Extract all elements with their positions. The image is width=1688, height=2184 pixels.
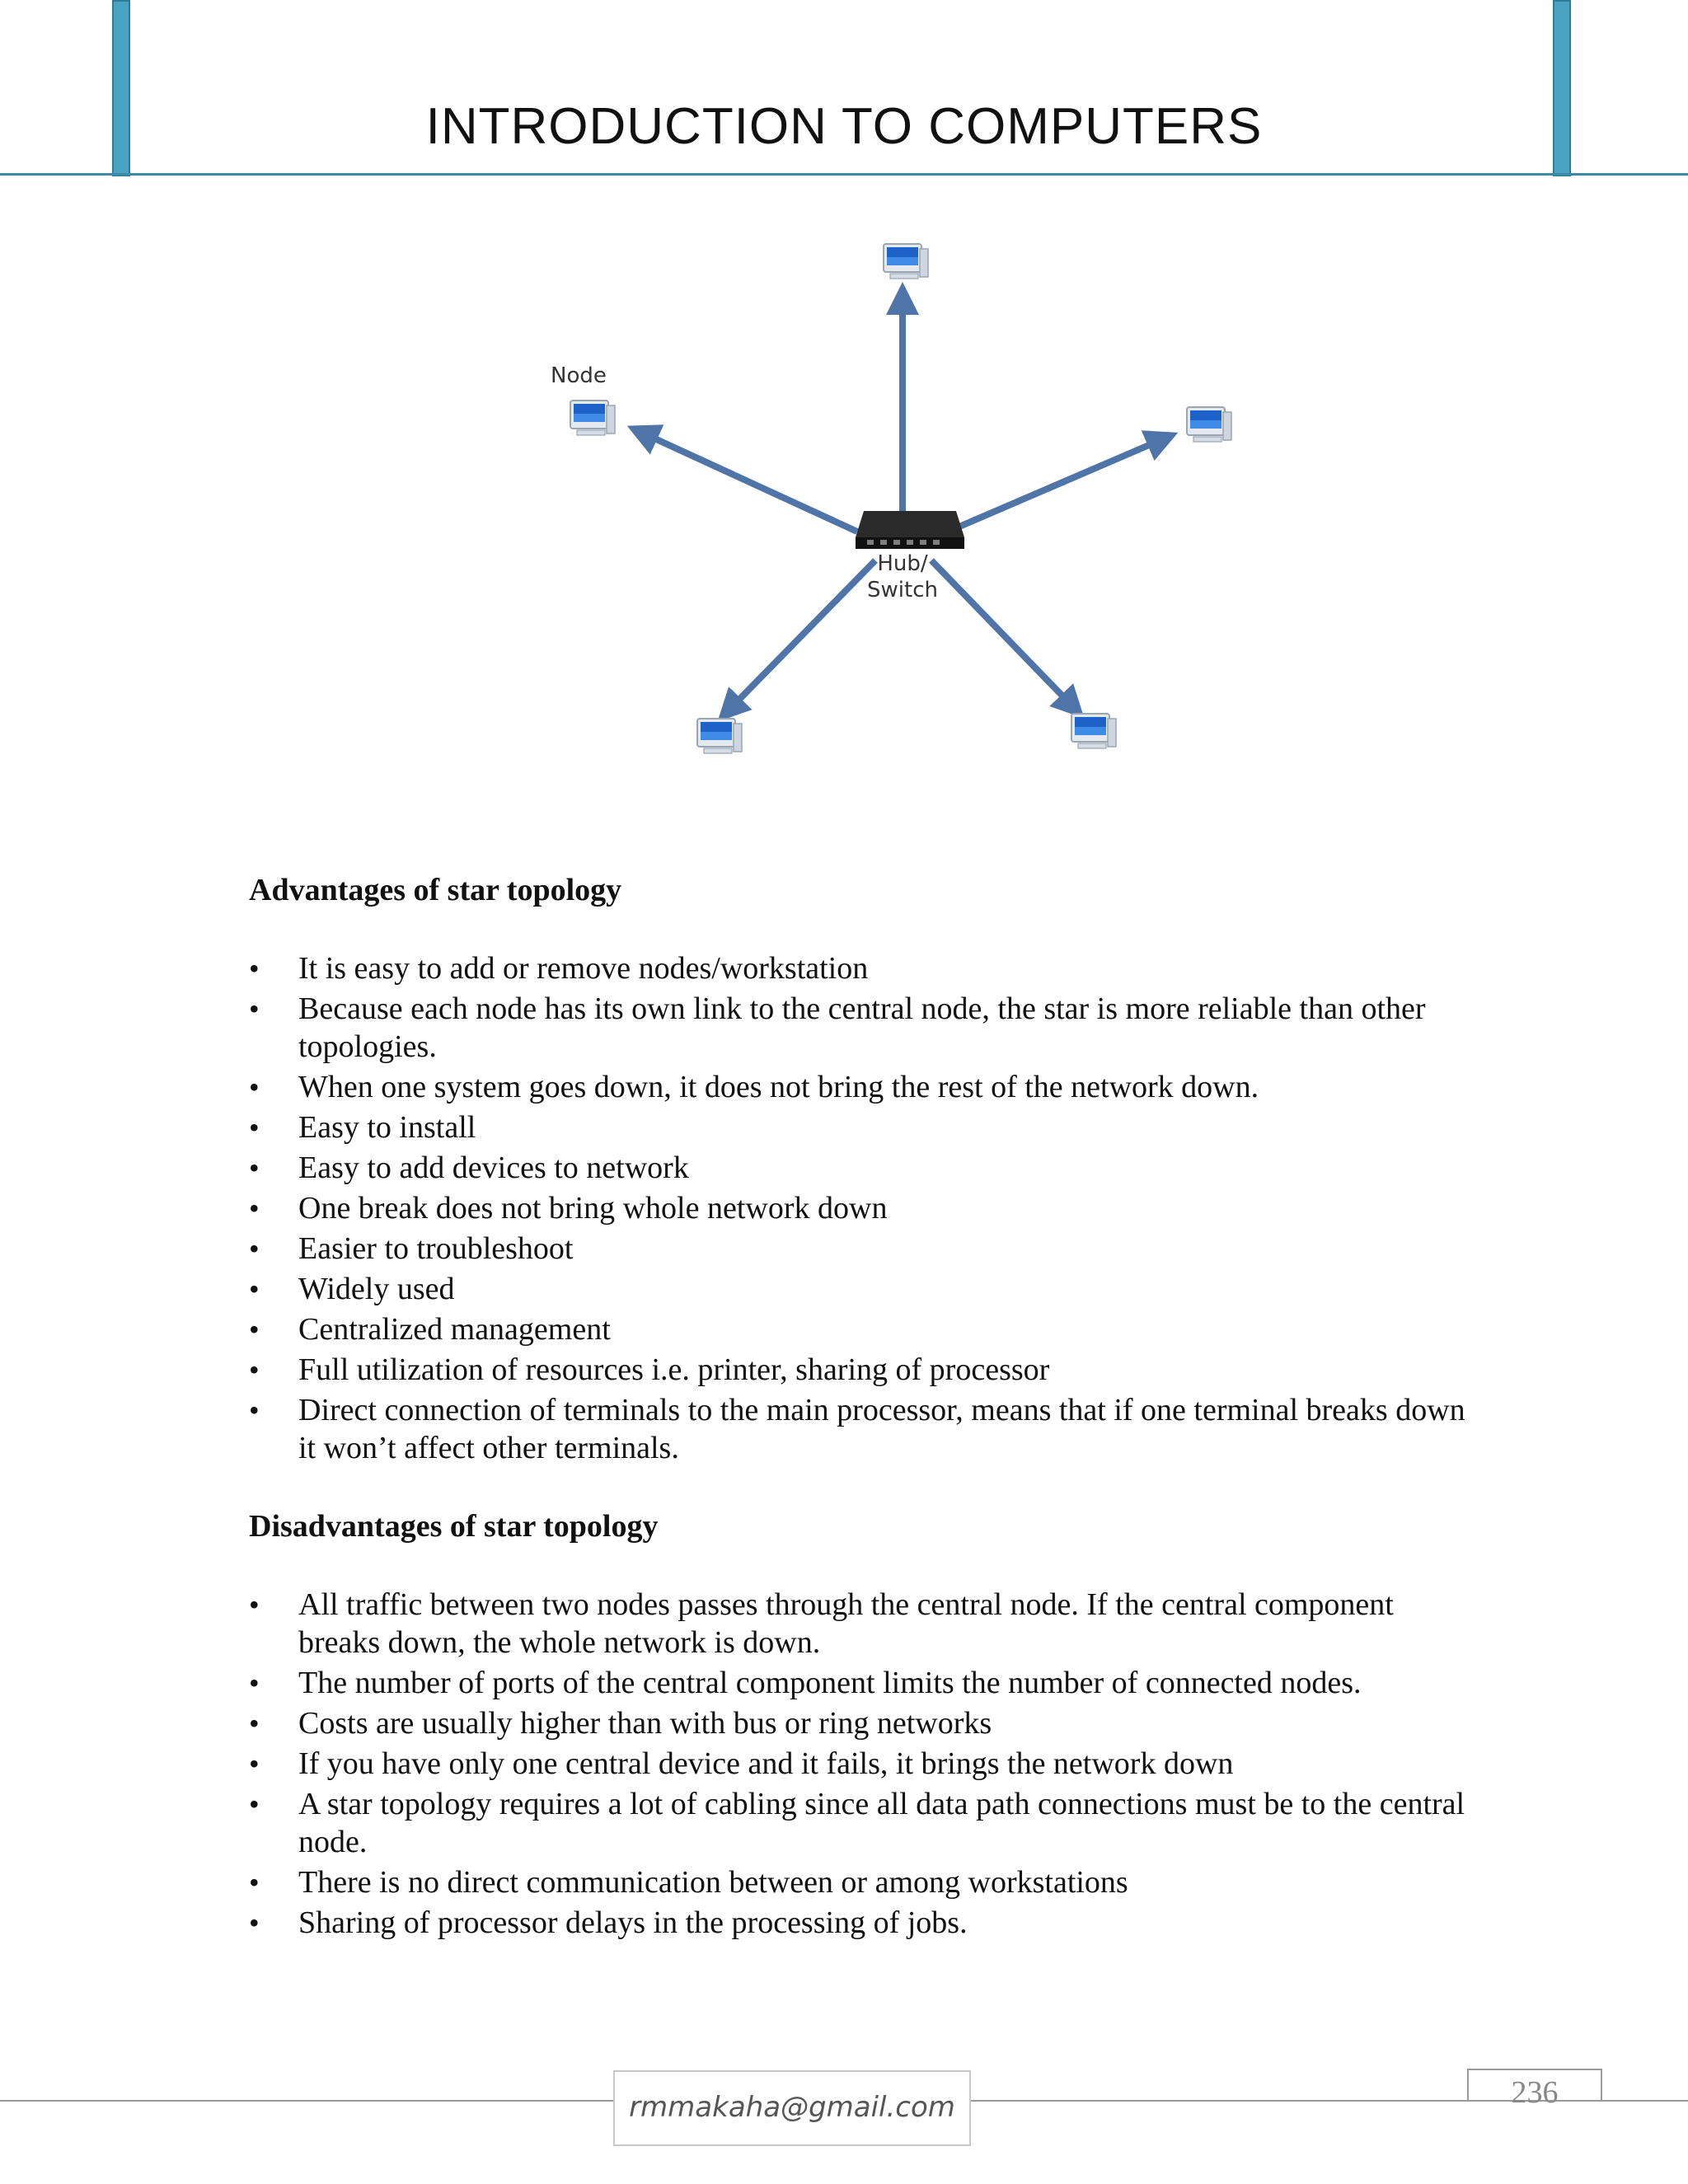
- computer-icon: [1187, 407, 1231, 442]
- page-number: 236: [1467, 2069, 1602, 2100]
- link-bottom-right: [931, 560, 1080, 714]
- advantages-heading: Advantages of star topology: [249, 873, 622, 907]
- star-topology-diagram: [528, 239, 1269, 799]
- link-top-left: [633, 429, 857, 532]
- list-item: • Costs are usually higher than with bus or ring networks: [249, 1704, 1469, 1742]
- header-rule: [0, 173, 1688, 176]
- list-item: • Widely used: [249, 1270, 1469, 1308]
- page-title: INTRODUCTION TO COMPUTERS: [425, 98, 1263, 155]
- disadvantages-list: [249, 1586, 1469, 1944]
- list-item: • Easy to install: [249, 1108, 1469, 1146]
- node-label: Node: [551, 363, 607, 388]
- hub-label-line2: Switch: [867, 578, 938, 602]
- list-item: • If you have only one central device and it fails, it brings the network down: [249, 1745, 1469, 1783]
- list-item: • Direct connection of terminals to the main processor, means that if one terminal breaks down it won’t affect other terminals.: [249, 1391, 1469, 1467]
- link-top-right: [948, 435, 1172, 532]
- computer-icon: [697, 719, 742, 753]
- computer-icon: [570, 401, 615, 435]
- link-bottom-left: [722, 560, 875, 717]
- list-item: • Centralized management: [249, 1310, 1469, 1348]
- list-item: • All traffic between two nodes passes through the central node. If the central component breaks down, the whole network is down.: [249, 1586, 1469, 1661]
- list-item: • It is easy to add or remove nodes/workstation: [249, 949, 1469, 987]
- list-item: • When one system goes down, it does not bring the rest of the network down.: [249, 1068, 1469, 1106]
- network-switch-icon: [856, 511, 964, 549]
- list-item: • Sharing of processor delays in the processing of jobs.: [249, 1904, 1469, 1942]
- hub-label-line1: Hub/: [877, 551, 928, 576]
- footer-email: rmmakaha@gmail.com: [613, 2070, 971, 2146]
- list-item: • Easy to add devices to network: [249, 1149, 1469, 1187]
- computer-icon: [884, 244, 928, 279]
- list-item: • Easier to troubleshoot: [249, 1230, 1469, 1268]
- list-item: • Because each node has its own link to the central node, the star is more reliable than other topologies.: [249, 990, 1469, 1066]
- list-item: • One break does not bring whole network down: [249, 1189, 1469, 1227]
- list-item: • There is no direct communication between or among workstations: [249, 1863, 1469, 1901]
- advantages-list: [249, 949, 1469, 1469]
- computer-icon: [1071, 714, 1116, 748]
- list-item: • A star topology requires a lot of cabling since all data path connections must be to the central node.: [249, 1785, 1469, 1861]
- list-item: • Full utilization of resources i.e. printer, sharing of processor: [249, 1351, 1469, 1389]
- disadvantages-heading: Disadvantages of star topology: [249, 1509, 659, 1544]
- list-item: • The number of ports of the central component limits the number of connected nodes.: [249, 1664, 1469, 1702]
